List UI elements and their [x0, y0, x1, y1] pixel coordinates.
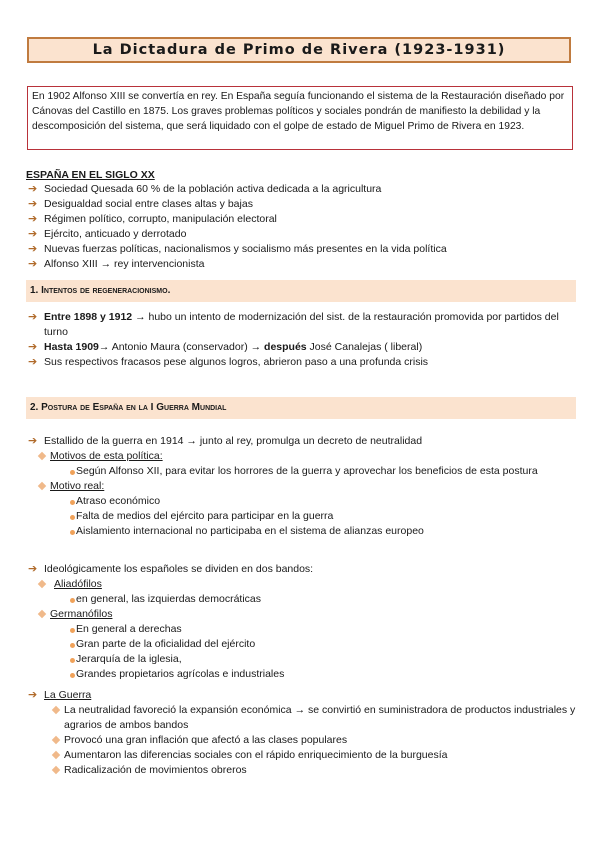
sub-sub-item: En general a derechas [26, 622, 576, 637]
list-item: ➔ Hasta 1909→ Antonio Maura (conservador) → después José Canalejas ( liberal) [28, 341, 423, 353]
arrow-icon: ➔ [28, 228, 38, 240]
arrow-icon: ➔ [28, 243, 38, 255]
diamond-bullet-icon [38, 482, 46, 490]
diamond-bullet-icon [52, 736, 60, 744]
diamond-bullet-icon [38, 580, 46, 588]
list-item: ➔ La Guerra La neutralidad favoreció la expansión económica → se convirtió en suministradora de productos industriales y agrarios de ambos bandos Provocó una gran inflación que afectó a las clases populares Aumentaron las diferencias sociales con el rápido enriquecimiento de la burguesía Radicalización de movimientos obreros [28, 689, 576, 776]
sub-item: Motivo real: [26, 479, 576, 494]
intro-paragraph: En 1902 Alfonso XIII se convertía en rey. En España seguía funcionando el sistema de la Restauración diseñado por Cánovas del Castillo en 1875. Los graves problemas políticos y sociales pondrán de manifiesto la debilidad y la descomposición del sistema, que será liquidado con el golpe de estado de Miguel Primo de Rivera en 1923. [27, 86, 573, 150]
sub-sub-item: Grandes propietarios agrícolas e industriales [26, 667, 576, 682]
sub-sub-item: Según Alfonso XII, para evitar los horrores de la guerra y aprovechar los beneficios de esta postura [26, 464, 576, 479]
sub-item: Aliadófilos [26, 577, 576, 592]
section-number: 2. [30, 402, 39, 413]
section1-list [26, 310, 576, 370]
diamond-bullet-icon [52, 751, 60, 759]
sub-sub-item: Jerarquía de la iglesia, [26, 652, 576, 667]
arrow-icon: ➔ [28, 183, 38, 195]
section2-ideology [26, 562, 576, 682]
dot-bullet-icon [70, 500, 75, 505]
list-item: ➔ Régimen político, corrupto, manipulación electoral [28, 213, 277, 225]
arrow-icon: ➔ [28, 213, 38, 225]
dot-bullet-icon [70, 598, 75, 603]
sub-sub-item: Atraso económico [26, 494, 576, 509]
sub-item: Germanófilos [26, 607, 576, 622]
arrow-icon: ➔ [28, 689, 38, 701]
dot-bullet-icon [70, 515, 75, 520]
diamond-bullet-icon [38, 452, 46, 460]
dot-bullet-icon [70, 658, 75, 663]
document-title: La Dictadura de Primo de Rivera (1923-1931) [27, 37, 571, 63]
arrow-icon: ➔ [28, 563, 38, 575]
dot-bullet-icon [70, 673, 75, 678]
section-title: Postura de España en la I Guerra Mundial [41, 402, 227, 413]
arrow-icon: ➔ [28, 258, 38, 270]
section-heading-spain: ESPAÑA EN EL SIGLO XX [26, 169, 155, 181]
section-title: Intentos de regeneracionismo. [41, 285, 171, 296]
sub-item: Provocó una gran inflación que afectó a las clases populares [26, 733, 576, 748]
list-item: ➔ Sus respectivos fracasos pese algunos logros, abrieron paso a una profunda crisis [28, 356, 429, 368]
list-item: ➔ Sociedad Quesada 60 % de la población activa dedicada a la agricultura [28, 183, 382, 195]
spain-list [26, 182, 576, 272]
diamond-bullet-icon [52, 766, 60, 774]
arrow-icon: ➔ [28, 198, 38, 210]
list-item: ➔ Desigualdad social entre clases altas y bajas [28, 198, 253, 210]
dot-bullet-icon [70, 628, 75, 633]
sub-item: La neutralidad favoreció la expansión económica → se convirtió en suministradora de productos industriales y agrarios de ambos bandos [26, 703, 576, 733]
sub-sub-item: Gran parte de la oficialidad del ejército [26, 637, 576, 652]
section-bar-1 [26, 280, 576, 302]
sub-item: Aumentaron las diferencias sociales con el rápido enriquecimiento de la burguesía [26, 748, 576, 763]
list-item: ➔ Ejército, anticuado y derrotado [28, 228, 187, 240]
dot-bullet-icon [70, 470, 75, 475]
list-item: ➔ Entre 1898 y 1912 → hubo un intento de modernización del sist. de la restauración promovida por partidos del turno [28, 311, 559, 338]
dot-bullet-icon [70, 530, 75, 535]
arrow-icon: ➔ [28, 435, 38, 447]
arrow-icon: ➔ [28, 311, 38, 323]
section2-neutrality [26, 434, 576, 539]
diamond-bullet-icon [52, 706, 60, 714]
section-number: 1. [30, 285, 39, 296]
sub-sub-item: Falta de medios del ejército para participar en la guerra [26, 509, 576, 524]
list-item: ➔ Nuevas fuerzas políticas, nacionalismos y socialismo más presentes en la vida política [28, 243, 447, 255]
list-item: ➔ Alfonso XIII → rey intervencionista [28, 258, 205, 270]
list-item: ➔ Ideológicamente los españoles se dividen en dos bandos: Aliadófilos en general, las izquierdas democráticas Germanófilos En general a derechas Gran parte de la oficialidad del ejército Jerarquía de la iglesia, Grandes propietarios agrícolas e industriales [26, 562, 576, 682]
arrow-icon: ➔ [28, 356, 38, 368]
sub-item: Radicalización de movimientos obreros [26, 763, 576, 778]
sub-sub-item: Aislamiento internacional no participaba en el sistema de alianzas europeo [26, 524, 576, 539]
sub-sub-item: en general, las izquierdas democráticas [26, 592, 576, 607]
section2-war [26, 688, 576, 778]
diamond-bullet-icon [38, 610, 46, 618]
arrow-icon: ➔ [28, 341, 38, 353]
list-item: ➔ Estallido de la guerra en 1914 → junto al rey, promulga un decreto de neutralidad Motivos de esta política: Según Alfonso XII, para evitar los horrores de la guerra y aprovechar los beneficios de esta postura Motivo real: Atraso económico Falta de medios del ejército para participar en la guerra Aislamiento internacional no participaba en el sistema de alianzas europeo [26, 434, 576, 539]
section-bar-2 [26, 397, 576, 419]
sub-item: Motivos de esta política: [26, 449, 576, 464]
dot-bullet-icon [70, 643, 75, 648]
